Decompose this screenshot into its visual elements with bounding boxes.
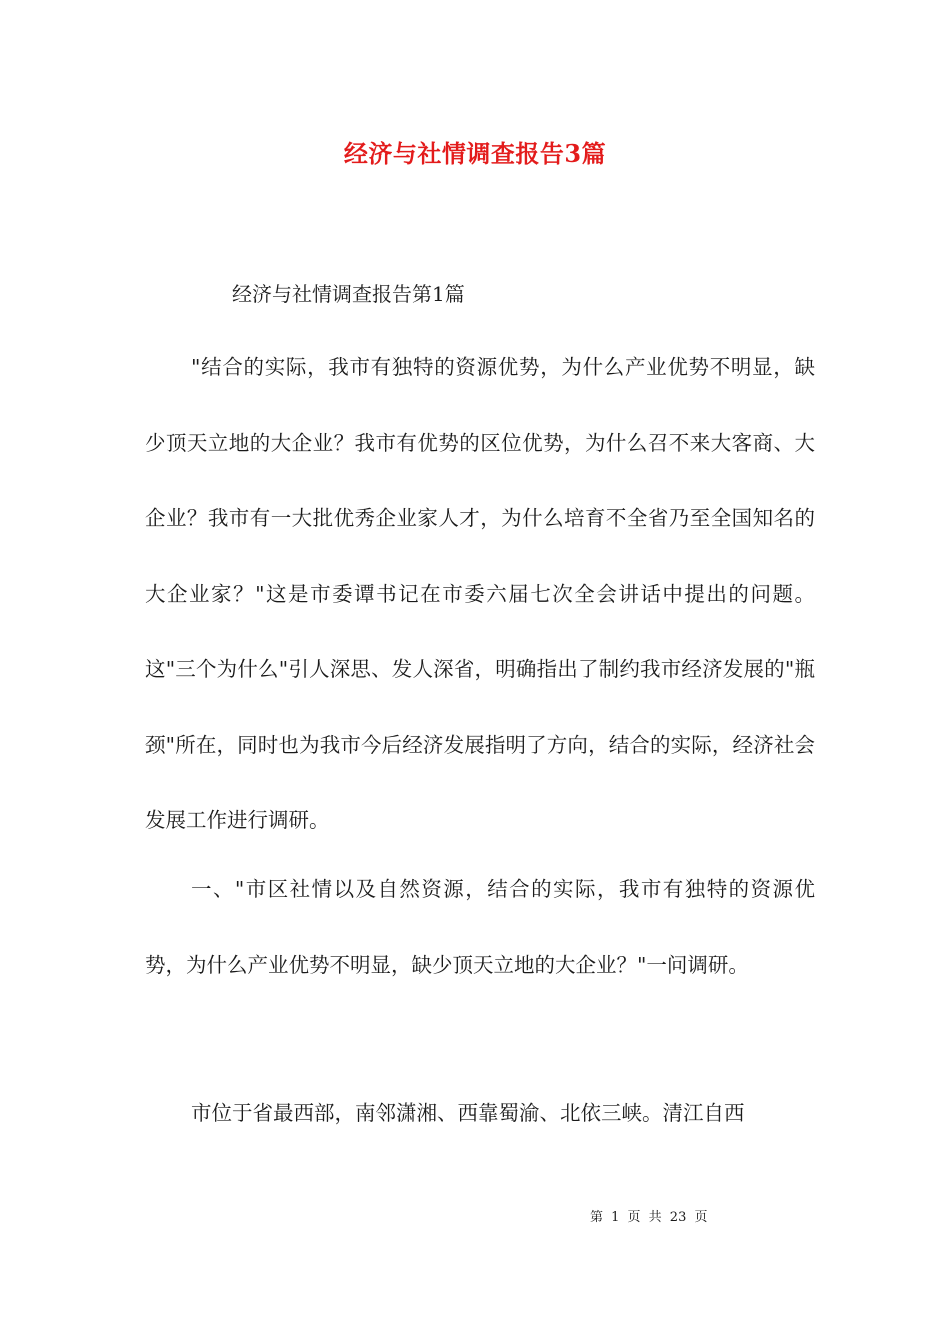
section-heading: 经济与社情调查报告第1篇 (232, 282, 465, 306)
body-paragraph-3: 市位于省最西部，南邻潇湘、西靠蜀渝、北依三峡。清江自西 (191, 1101, 745, 1125)
page-footer: 第 1 页 共 23 页 (590, 1210, 708, 1225)
body-paragraph-2: 一、"市区社情以及自然资源，结合的实际，我市有独特的资源优势，为什么产业优势不明显，缺少顶天立地的大企业？"一问调研。 (145, 877, 815, 977)
document-title: 经济与社情调查报告3篇 (343, 139, 607, 168)
body-paragraph-1: "结合的实际，我市有独特的资源优势，为什么产业优势不明显，缺少顶天立地的大企业？我市有优势的区位优势，为什么召不来大客商、大企业？我市有一大批优秀企业家人才，为什么培育不全省乃至全国知名的大企业家？"这是市委谭书记在市委六届七次全会讲话中提出的问题。这"三个为什么"引人深思、发人深省，明确指出了制约我市经济发展的"瓶颈"所在，同时也为我市今后经济发展指明了方向，结合的实际，经济社会发展工作进行调研。 (145, 355, 815, 832)
